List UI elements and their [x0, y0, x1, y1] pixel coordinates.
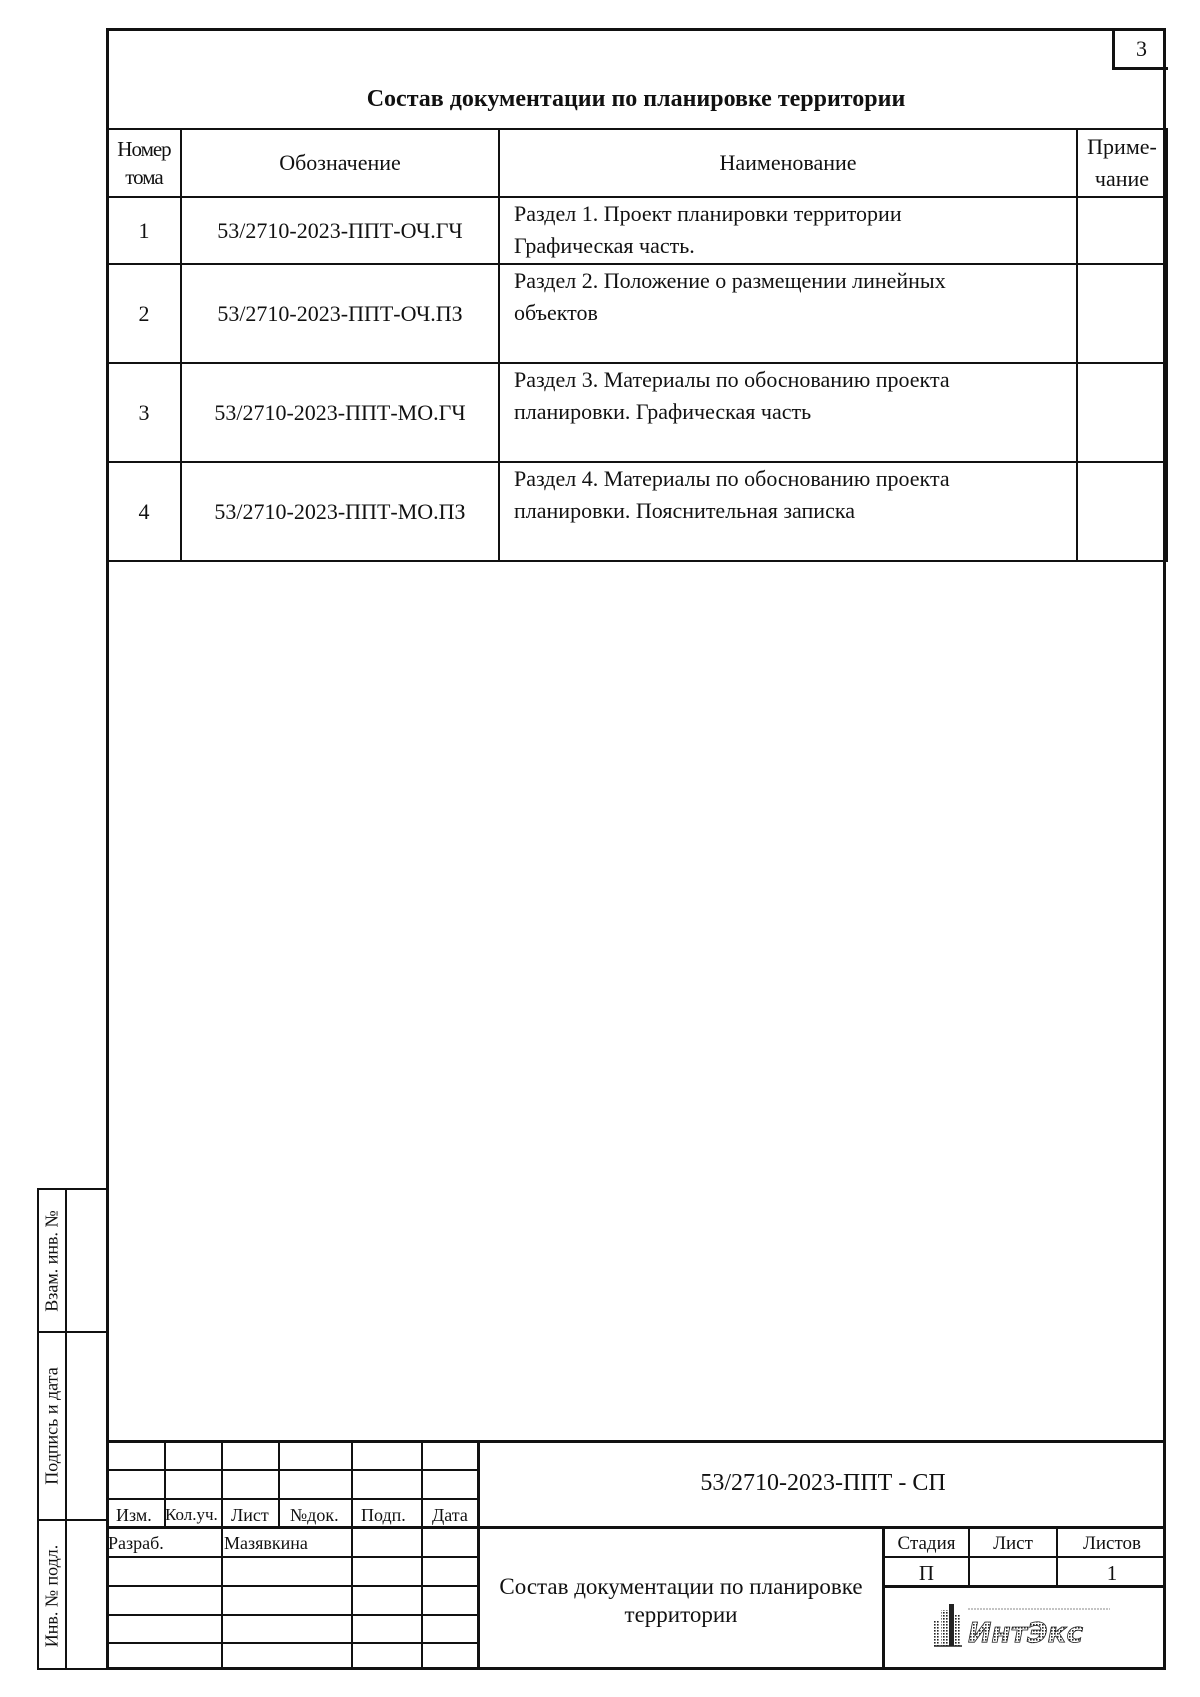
- col-header-sheet: Лист: [231, 1505, 269, 1525]
- sheet-title-line2: территории: [624, 1602, 738, 1627]
- table-row: [107, 197, 1167, 264]
- contents-table: [106, 128, 1168, 562]
- header-volume-line2: тома: [125, 165, 163, 189]
- header-note: [1077, 129, 1167, 197]
- cell-note: [1077, 264, 1167, 363]
- col-header-date: Дата: [432, 1505, 468, 1525]
- col-header-signature: Подп.: [361, 1505, 406, 1525]
- cell-name-line2: планировки. Графическая часть: [514, 399, 812, 424]
- cell-name: [499, 197, 1077, 264]
- header-note-line2: чание: [1094, 166, 1150, 191]
- header-name: Наименование: [499, 129, 1077, 197]
- page-number: [1112, 30, 1168, 70]
- stage-label: Стадия: [897, 1533, 956, 1554]
- header-designation: Обозначение: [181, 129, 499, 197]
- company-logo: [928, 1600, 1118, 1650]
- cell-volume: 4: [107, 462, 181, 561]
- cell-note: [1077, 462, 1167, 561]
- table-row: [107, 363, 1167, 462]
- header-note-line1: Приме-: [1087, 134, 1157, 159]
- cell-note: [1077, 197, 1167, 264]
- cell-name-line2: планировки. Пояснительная записка: [514, 498, 855, 523]
- sheet-title-line1: Состав документации по планировке: [499, 1574, 863, 1599]
- sheets-label: Листов: [1082, 1533, 1141, 1554]
- cell-designation: 53/2710-2023-ППТ-ОЧ.ПЗ: [181, 264, 499, 363]
- cell-name: [499, 363, 1077, 462]
- col-header-change: Изм.: [116, 1505, 152, 1525]
- col-header-doc-number: №док.: [290, 1505, 339, 1525]
- document-title: Состав документации по планировке территории: [366, 86, 906, 112]
- table-header-row: [107, 129, 1167, 197]
- side-cell-inv-original: [39, 1521, 106, 1670]
- cell-designation: 53/2710-2023-ППТ-МО.ПЗ: [181, 462, 499, 561]
- cell-designation: 53/2710-2023-ППТ-МО.ГЧ: [181, 363, 499, 462]
- building-icon: [934, 1604, 962, 1646]
- header-volume: [107, 129, 181, 197]
- cell-volume: 2: [107, 264, 181, 363]
- sheet-label: Лист: [993, 1533, 1033, 1554]
- cell-volume: 1: [107, 197, 181, 264]
- cell-volume: 3: [107, 363, 181, 462]
- cell-name-line1: Раздел 4. Материалы по обоснованию проекта: [514, 466, 950, 491]
- side-label-replace-inv: Взам. инв. №: [41, 1209, 62, 1312]
- developer-role: Разраб.: [108, 1533, 164, 1553]
- cell-name: [499, 264, 1077, 363]
- cell-name-line1: Раздел 3. Материалы по обоснованию проекта: [514, 367, 950, 392]
- cell-name-line1: Раздел 1. Проект планировки территории: [514, 201, 902, 226]
- cell-designation: 53/2710-2023-ППТ-ОЧ.ГЧ: [181, 197, 499, 264]
- cell-note: [1077, 363, 1167, 462]
- header-volume-line1: Номер: [117, 137, 171, 161]
- side-label-inv-original: Инв. № подл.: [41, 1544, 62, 1647]
- side-label-signature-date: Подпись и дата: [41, 1367, 62, 1485]
- developer-name: Мазявкина: [224, 1533, 308, 1553]
- side-cell-signature-date: [39, 1333, 106, 1521]
- logo-text: ИнтЭкс: [968, 1616, 1084, 1649]
- cell-name-line1: Раздел 2. Положение о размещении линейных: [514, 268, 946, 293]
- side-stamp: [37, 1188, 106, 1670]
- sheets-value: 1: [1106, 1561, 1118, 1585]
- cell-name-line2: объектов: [514, 300, 598, 325]
- side-cell-replace-inv: [39, 1190, 106, 1333]
- stage-value: П: [918, 1561, 935, 1585]
- table-row: [107, 264, 1167, 363]
- col-header-count: Кол.уч.: [165, 1505, 218, 1524]
- table-row: [107, 462, 1167, 561]
- cell-name: [499, 462, 1077, 561]
- sheet-title: [480, 1573, 882, 1629]
- cell-name-line2: Графическая часть.: [514, 233, 695, 258]
- page-number-value: 3: [1136, 35, 1147, 61]
- project-code: 53/2710-2023-ППТ - СП: [700, 1470, 946, 1496]
